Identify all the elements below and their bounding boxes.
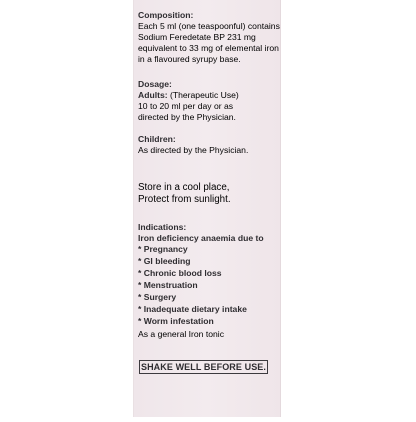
children-heading: Children:	[138, 134, 176, 144]
storage-line-2: Protect from sunlight.	[138, 194, 231, 205]
storage-line-1: Store in a cool place,	[138, 182, 230, 193]
indication-item: * GI bleeding	[138, 256, 191, 266]
indications-subheading: Iron deficiency anaemia due to	[138, 233, 264, 243]
dosage-adults-label: Adults:	[138, 90, 168, 100]
indication-item: * Surgery	[138, 292, 177, 302]
dosage-adults-note: (Therapeutic Use)	[167, 90, 239, 100]
indication-item: * Pregnancy	[138, 244, 188, 254]
indication-item: * Chronic blood loss	[138, 268, 222, 278]
dosage-heading: Dosage:	[138, 79, 172, 89]
indications-heading: Indications:	[138, 222, 187, 232]
composition-heading: Composition:	[138, 10, 194, 20]
indication-item: * Inadequate dietary intake	[138, 304, 247, 314]
composition-line-3: equivalent to 33 mg of elemental iron	[138, 43, 279, 53]
composition-line-2: Sodium Feredetate BP 231 mg	[138, 32, 256, 42]
indications-footer: As a general Iron tonic	[138, 329, 224, 339]
dosage-adults	[138, 90, 239, 100]
dosage-line-1: 10 to 20 ml per day or as	[138, 101, 234, 111]
composition-line-4: in a flavoured syrupy base.	[138, 54, 241, 64]
dosage-line-2: directed by the Physician.	[138, 112, 236, 122]
composition-line-1: Each 5 ml (one teaspoonful) contains	[138, 21, 280, 31]
indication-item: * Worm infestation	[138, 316, 214, 326]
children-text: As directed by the Physician.	[138, 145, 249, 155]
indication-item: * Menstruation	[138, 280, 198, 290]
shake-warning-box: SHAKE WELL BEFORE USE.	[140, 362, 267, 372]
